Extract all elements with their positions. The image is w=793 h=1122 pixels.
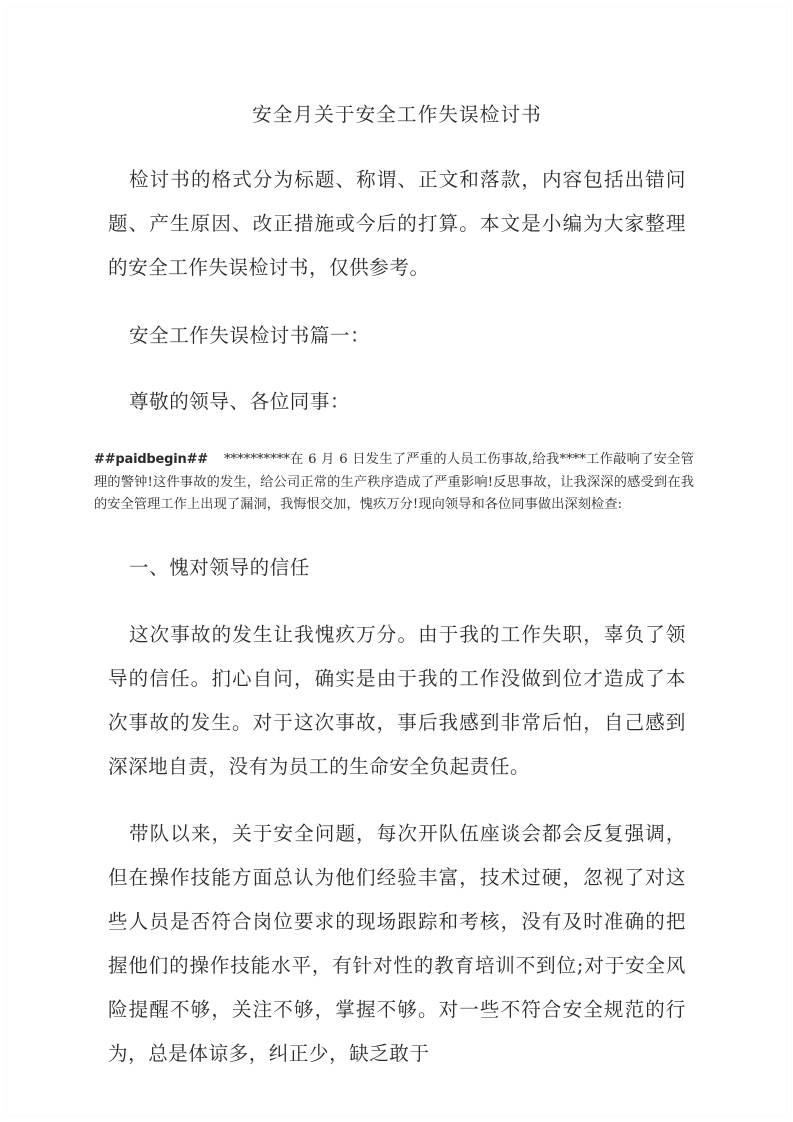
paid-marker-block [94, 449, 694, 517]
document-content [94, 0, 694, 1076]
document-title: 安全月关于安全工作失误检讨书 [252, 103, 542, 126]
intro-paragraph: 检讨书的格式分为标题、称谓、正文和落款，内容包括出错问题、产生原因、改正措施或今后的打算。本文是小编为大家整理的安全工作失误检讨书，仅供参考。 [108, 168, 686, 280]
paidbegin-marker: ##paidbegin## [94, 452, 208, 468]
redaction-inline: **** [559, 452, 586, 468]
paid-text-part1: 在 6 月 6 日发生了严重的人员工伤事故,给我 [289, 452, 560, 468]
subtitle-paragraph: 安全工作失误检讨书篇一： [129, 324, 371, 348]
paid-text-part2: 工作敲响了安全管理的警钟!这件事故的发生，给公司正常的生产秩序造成了严重影响!反思事故，让我深深的感受到在我的安全管理工作上出现了漏洞，我悔恨交加，愧疚万分!现向领导和各位同事做出深刻检查: [94, 452, 694, 513]
body-paragraph-2: 带队以来，关于安全问题，每次开队伍座谈会都会反复强调，但在操作技能方面总认为他们经验丰富，技术过硬，忽视了对这些人员是否符合岗位要求的现场跟踪和考核，没有及时准确的把握他们的操作技能水平，有针对性的教育培训不到位;对于安全风险提醒不够，关注不够，掌握不够。对一些不符合安全规范的行为，总是体谅多，纠正少，缺乏敢于 [108, 822, 686, 1066]
body-paragraph-1: 这次事故的发生让我愧疚万分。由于我的工作失职，辜负了领导的信任。扪心自问，确实是由于我的工作没做到位才造成了本次事故的发生。对于这次事故，事后我感到非常后怕，自己感到深深地自责，没有为员工的生命安全负起责任。 [108, 623, 686, 779]
salutation-paragraph: 尊敬的领导、各位同事： [129, 390, 351, 414]
redaction-lead: ********** [223, 452, 290, 468]
section-heading: 一、愧对领导的信任 [129, 556, 310, 580]
